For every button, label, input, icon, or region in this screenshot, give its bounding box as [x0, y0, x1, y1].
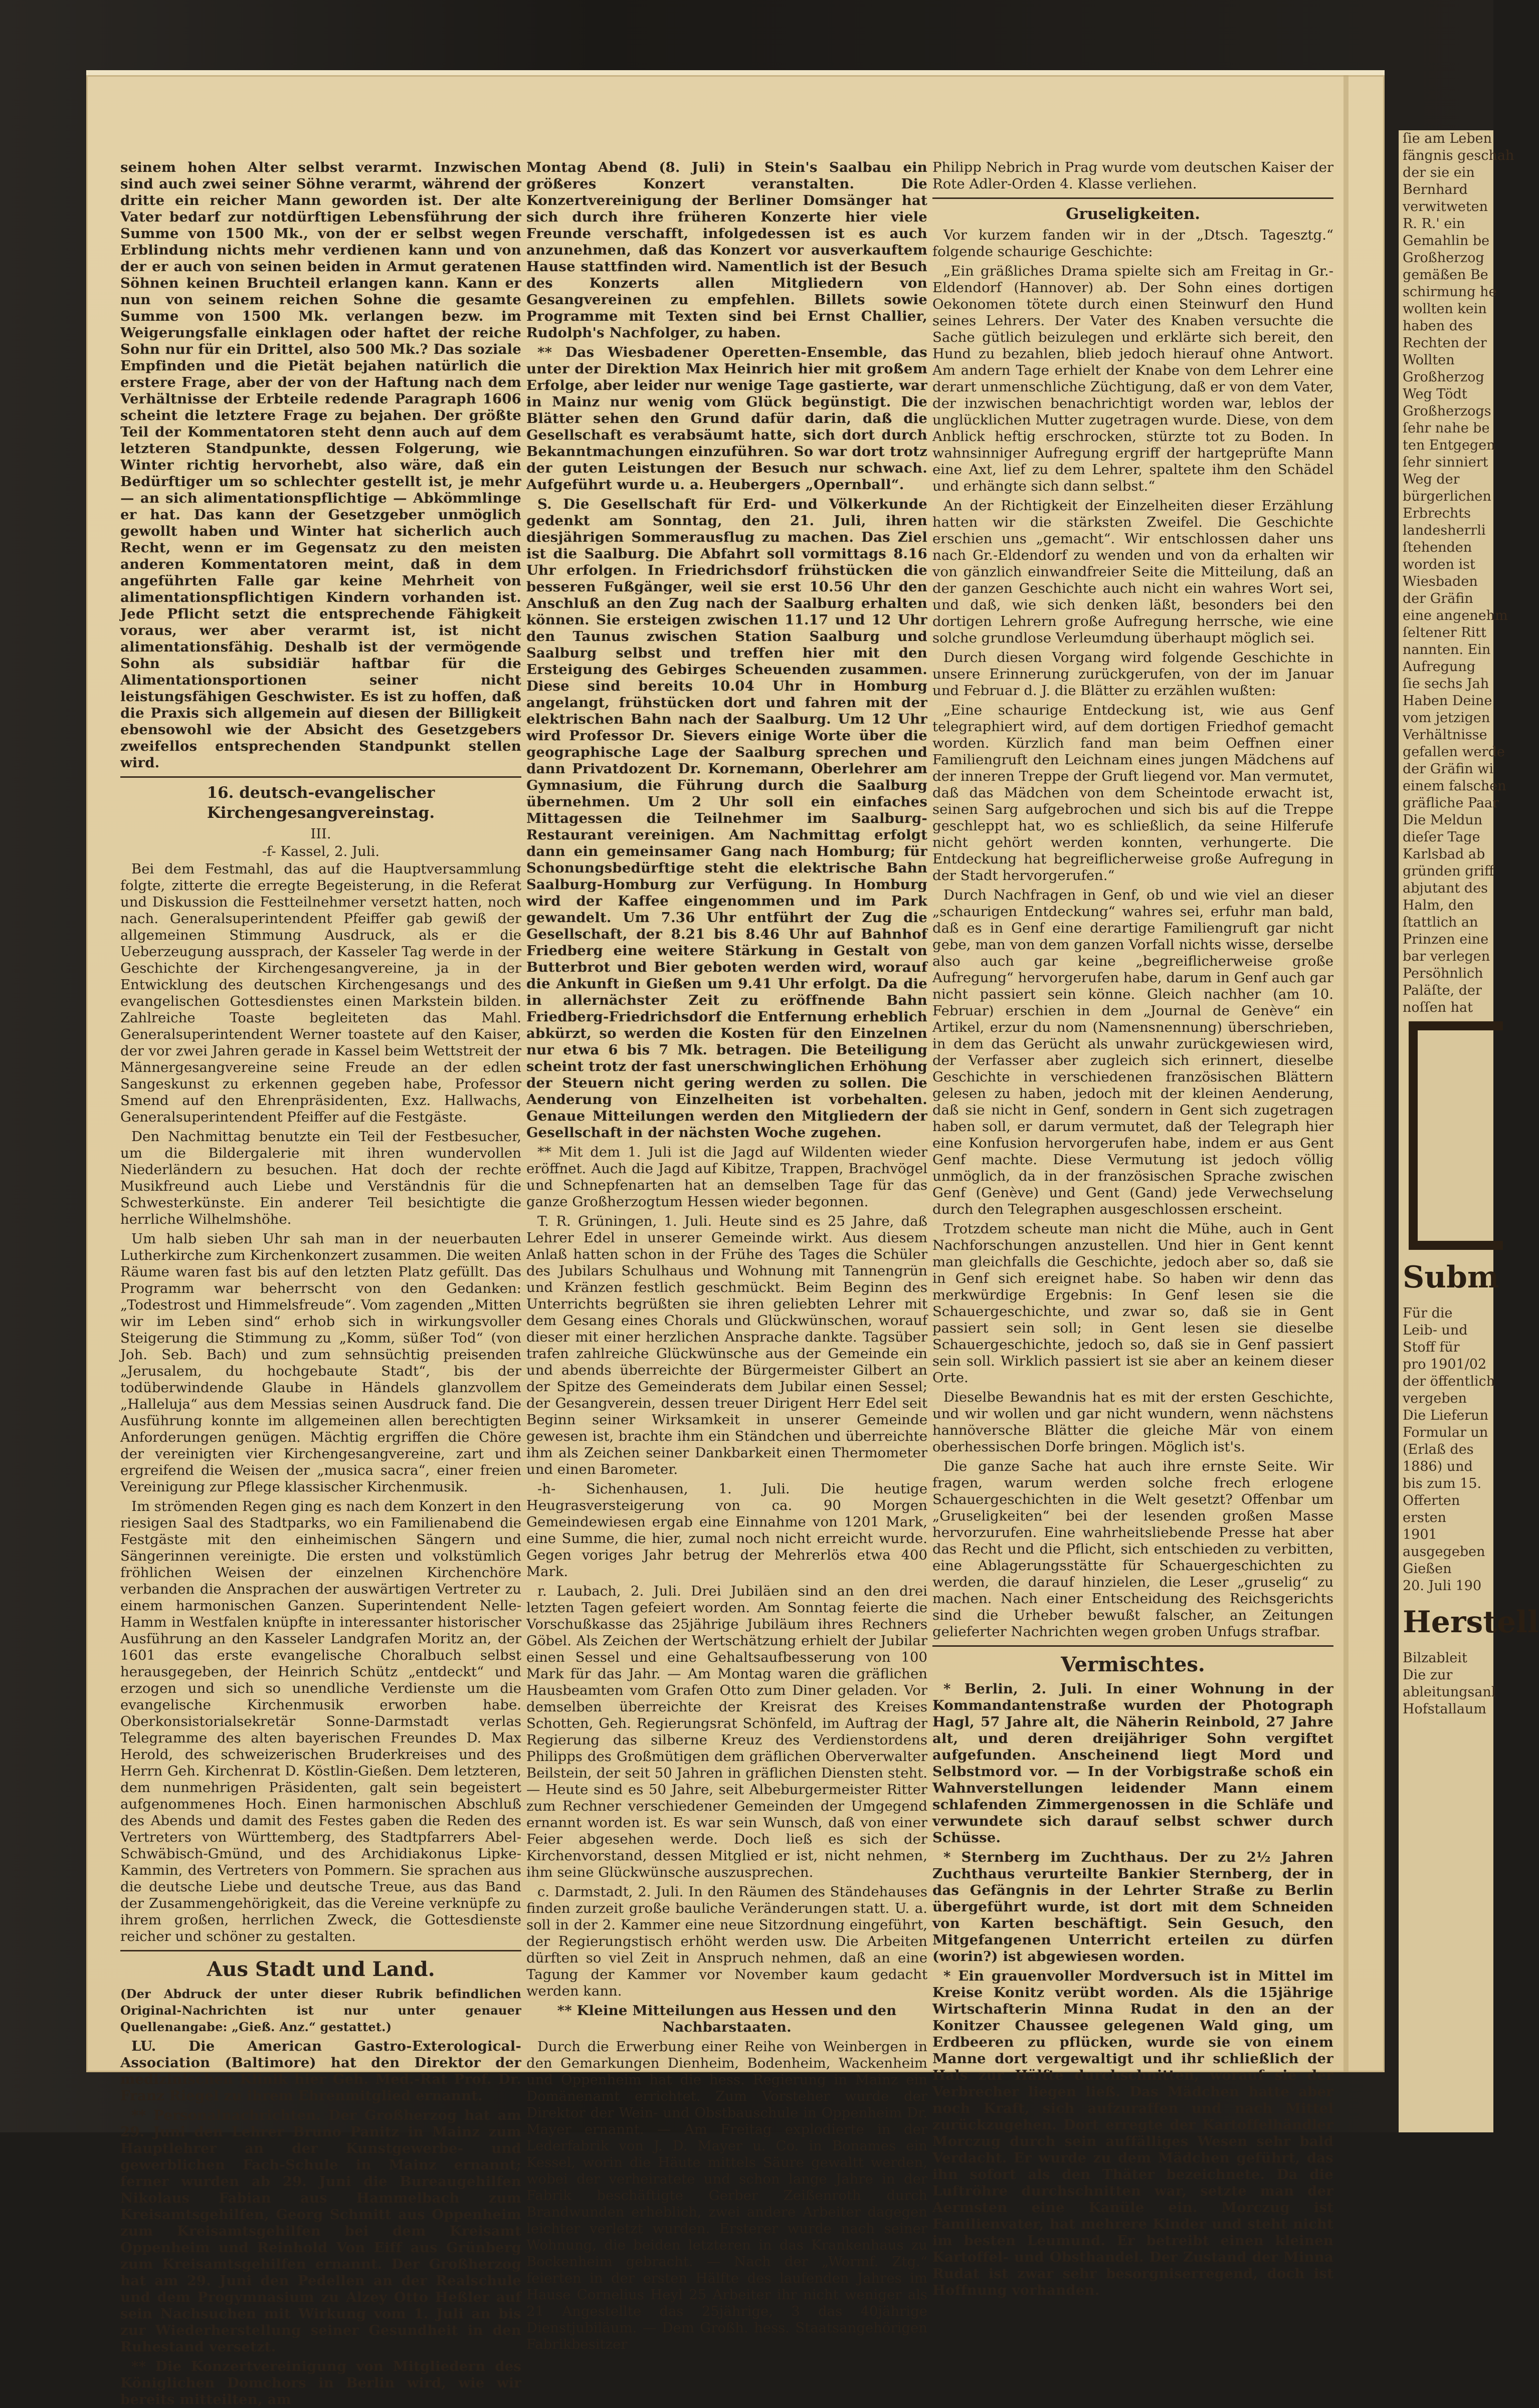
adjacent-text-line: Verhältnisse	[1403, 727, 1487, 743]
adjacent-text-line: verwitweten	[1403, 199, 1488, 214]
adjacent-page-strip	[1399, 130, 1539, 2132]
adjacent-text-line: gefallen werde	[1403, 744, 1505, 760]
adjacent-text-line: Haben Deine	[1403, 693, 1492, 709]
paragraph-kleine-mitteilungen: Durch die Erwerbung einer Reihe von Weinbergen in den Gemarkungen Dienheim, Bodenheim, Wackenheim und Oppenheim hat die hess. Regierung in Mainz ein Domänenamt errichtet. Zum Vorsteher wurde der Direktor der Wein- und Obstbauschule in Oppenheim Dr. Mayer ernannt. — Am Freitag explodierte in der Lederfabrik von J. D. Mayer u. Co. in Bonames ein Kessel, worin die Häute mittels Säure gewaltt werden, wobei der verheiratete und schon lange Jahre in der Fabrik beschäftigte Gerber Zeißenroth durch Brandwunden erheblich, zwei andere Arbeiter dagegen leichter verletzt wurden. Ersterer wurde nach seiner Wohnung, die beiden letzteren in das Krankenhaus zu Bockenheim gebracht. — Nach der „Wormf. Ztg.“ feierten in der ersten Hälfte des laufenden Jahres im Hause Cornelius Heyl 25 Arbeiter ihr nicht weniger als 21 Angestellte das 25jährige, 3 das 40jährige Dienstjubiläum. — Dem Großh. hess. Staatsangehörigen Fabrikbesitzer	[526, 2039, 927, 2352]
adjacent-page-text	[1399, 1305, 1493, 1595]
paragraph-operetten-ensemble: ** Das Wiesbadener Operetten-Ensemble, das unter der Direktion Max Heinrich hier mit großem Erfolge, aber leider nur wenige Tage gastierte, war in Mainz nur wenig vom Glück begünstigt. Die Blätter sehen den Grund dafür darin, daß die Gesellschaft es verabsäumt hatte, sich dort durch Bekanntmachungen einzuführen. So war dort trotz der guten Leistungen der Besuch nur schwach. Aufgeführt wurde u. a. Heubergers „Opernball“.	[526, 344, 927, 493]
paragraph-berlin: * Berlin, 2. Juli. In einer Wohnung in der Kommandantenstraße wurden der Photograph Hagl, 57 Jahre alt, die Näherin Reinbold, 27 Jahre alt, und deren dreijähriger Sohn vergiftet aufgefunden. Anscheinend liegt Mord und Selbstmord vor. — In der Vorbigstraße schoß ein Wahnverstellungen leidender Mann einem schlafenden Zimmergenossen in die Schläfe und verwundete sich darauf selbst schwer durch Schüsse.	[932, 1681, 1333, 1846]
adjacent-text-line: Karlsbad ab	[1403, 846, 1485, 862]
section-rule	[932, 1645, 1333, 1647]
adjacent-text-line: ſie am Leben	[1403, 131, 1492, 146]
headline-vermischtes: Vermischtes.	[1061, 1653, 1205, 1676]
adjacent-text-line: Großherzogs	[1403, 403, 1491, 419]
paragraph-darmstadt: c. Darmstadt, 2. Juli. In den Räumen des Ständehauses finden zurzeit große bauliche Veränderungen statt. U. a. soll in der 2. Kammer eine neue Sitzordnung eingeführt, der Regierungstisch erhöht werden usw. Die Arbeiten dürften so viel Zeit in Anspruch nehmen, daß an eine Tagung der Kammer vor November kaum gedacht werden kann.	[526, 1884, 927, 1999]
adjacent-text-line: Weg der	[1403, 472, 1460, 487]
adjacent-text-line: Großherzog	[1403, 369, 1484, 385]
adjacent-text-line: Für die	[1403, 1305, 1453, 1321]
reprint-notice: (Der Abdruck der unter dieser Rubrik befindlichen Original-Nachrichten ist nur unter genauer Quellenangabe: „Gieß. Anz.“ gestattet.)	[120, 1987, 521, 2034]
adjacent-text-line: Wiesbaden	[1403, 574, 1478, 589]
adjacent-text-line: eine angenehm	[1403, 608, 1508, 623]
dateline-kassel: -f- Kassel, 2. Juli.	[262, 843, 380, 859]
adjacent-text-line: einem falschen	[1403, 778, 1506, 794]
adjacent-text-line: schirmung he	[1403, 284, 1497, 300]
headline-aus-stadt-und-land: Aus Stadt und Land.	[207, 1957, 435, 1981]
adjacent-page-text	[1399, 130, 1514, 1016]
paragraph-personalnachrichten: ** Personalnachrichten. Der Großherzog hat am 29. Juni den Lehrer Bruno Panitz in Mainz zum Hauptlehrer an der Kunstgewerbe- und gewerblichen Fach-Schule in Mainz ernannt; ferner wurden ab 29. Juni die Bureaugehilfen Nikolaus Fabian aus Hammelbach zum Kreisamtsgehilfen, Georg Schmitt aus Oppenheim zum Kreisamtsgehilfen bei dem Kreisamt Oppenheim und Reinhold Von Eiff aus Grünberg zum Kreisamtsgehilfen ernannt. Der Großherzog hat am 29. Juni den Pedellen an der Realschule und dem Progymnasium zu Alzey Otto Heßler auf sein Nachsuchen mit Wirkung vom 1. Juli an bis zur Wiederherstellung seiner Gesundheit in den Ruhestand versetzt.	[120, 2107, 521, 2355]
paragraph-gent: Trotzdem scheute man nicht die Mühe, auch in Gent Nachforschungen anzustellen. Und hier in Gent kennt man gleichfalls die Geschichte, jedoch aber so, daß sie in Genf sich ereignet habe. So haben wir denn das merkwürdige Ergebnis: In Genf lesen sie die Schauergeschichte, und zwar so, daß sie in Gent passiert sein soll; in Gent lesen sie dieselbe Schauergeschichte, jedoch so, daß sie in Genf passiert sein soll. Wirklich passiert ist sie aber an keinem dieser Orte.	[932, 1221, 1333, 1386]
paragraph-eldendorf-story: „Ein gräßliches Drama spielte sich am Freitag in Gr.-Eldendorf (Hannover) ab. Der Sohn eines dortigen Oekonomen tötete durch einen Steinwurf den Hund seines Lehrers. Der Vater des Knaben versuchte die Sache gütlich beizulegen und erklärte sich bereit, den Hund zu bezahlen, blieb jedoch hierauf ohne Antwort. Am andern Tage erhielt der Knabe von dem Lehrer eine derart unmenschliche Züchtigung, daß er von dem Vater, der inzwischen benachrichtigt worden war, leblos der unglücklichen Mutter zugetragen wurde. Diese, von dem Anblick heftig erschrocken, stürzte tot zu Boden. In wahnsinniger Aufregung ergriff der hartgeprüfte Mann eine Axt, lief zu dem Lehrer, spaltete ihm den Schädel und erhängte sich dann selbst.“	[932, 263, 1333, 494]
adjacent-text-line: Stoff für	[1403, 1340, 1460, 1355]
paragraph-gastro-association: LU. Die American Gastro-Exterological-Association (Baltimore) hat den Direktor der medizinischen Klinik hier Geh. Med.-Rat Prof. Dr. Franz Riegel zu ihrem Ehrenmitglied ernannt.	[120, 2038, 521, 2104]
adjacent-text-line: bürgerlichen	[1403, 489, 1491, 504]
section-rule	[932, 197, 1333, 199]
adjacent-text-line: Bernhard	[1403, 182, 1468, 197]
adjacent-text-line: pro 1901/02	[1403, 1357, 1487, 1372]
paragraph-mordversuch: * Ein grauenvoller Mordversuch ist in Mittel im Kreise Konitz verübt worden. Als die 15jährige Wirtschafterin Minna Rudat in den an der Konitzer Chaussee gelegenen Wald ging, um Erdbeeren zu pflücken, wurde sie von einem Manne dort vergewaltigt und ihr schließlich der Hals zur Hälfte durchschnitten, worauf sie der Verbrecher liegen ließ. Das Mädchen hatte aber noch Kraft, sich aufzuraffen und nach Mittel zurückzugehen. Dort erregte der Kartoffelhändler Morczug durch sein auffälliges Wesen sehr bald Verdacht. Er wurde zu dem Mädchen geführt, das ihn sofort als den Thäter bezeichnete. Da die Luftröhre durchschnitten war, setzte man der Aermsten eine Kanüle ein. Morczug ist Familienvater, hat mehrere Kinder und steht nicht im besten Leumund. Er betreibt einen kleinen Kartoffel- und Obsthandel. Der Zustand der Minna Rudat ist zwar sehr besorgniserregend, doch ist Hoffnung vorhanden.	[932, 1968, 1333, 2298]
headline-kirchengesangvereinstag: 16. deutsch-evangelischer Kirchengesangvereinstag.	[207, 784, 435, 822]
adjacent-text-line: landesherrli	[1403, 523, 1486, 538]
adjacent-text-line: ersten	[1403, 1510, 1446, 1525]
paragraph-domchor: ** Die Konzertvereinigung von Mitgliedern des Königlichen Domchors in Berlin wird, wie wir bereits mitteilten, am	[120, 2358, 521, 2407]
section-rule	[120, 1950, 521, 1951]
adjacent-text-line: der Gräfin	[1403, 591, 1473, 606]
paragraph-vorgang: Durch diesen Vorgang wird folgende Geschichte in unsere Erinnerung zurückgerufen, von der im Januar und Februar d. J. die Blätter zu erzählen wußten:	[932, 649, 1333, 699]
part-number: III.	[310, 826, 331, 842]
adjacent-text-line: Leib- und	[1403, 1323, 1468, 1338]
column-rule	[120, 776, 521, 778]
adjacent-heading-2: Herstell	[1403, 1605, 1539, 1640]
adjacent-text-line: abjutant des	[1403, 881, 1488, 896]
paragraph-richtigkeit: An der Richtigkeit der Einzelheiten dieser Erzählung hatten wir die stärksten Zweifel. Die Geschichte erschien uns „gemacht“. Wir entschlossen daher uns nach Gr.-Eldendorf zu wenden und von da erhalten wir von gänzlich einwandfreier Seite die Mitteilung, daß an der ganzen Geschichte auch nicht ein wahres Wort sei, und daß, wie sich denken läßt, besonders bei den dortigen Lehrern große Aufregung herrsche, wie eine solche grundlose Verleumdung überhaupt möglich sei.	[932, 498, 1333, 646]
adjacent-text-line: der Gräfin wi	[1403, 761, 1494, 777]
paragraph-nachfragen-genf: Durch Nachfragen in Genf, ob und wie viel an dieser „schaurigen Entdeckung“ wahres sei, erfuhr man bald, daß es in Genf eine derartige Familiengruft gar nicht gebe, man von dem ganzen Vorfall nichts wisse, derselbe also auch gar keine „begreiflicherweise große Aufregung“ hervorgerufen habe, darum in Genf auch gar nicht passiert sein könne. Gleich nachher (am 10. Februar) erschien in dem „Journal de Genève“ ein Artikel, erzur du nom (Namensnennung) überschrieben, in dem das Gerücht als unwahr zurückgewiesen wird, der Verfasser aber zugleich sich erinnert, dieselbe Geschichte in verschiedenen französischen Blättern gelesen zu haben, jedoch mit der kleinen Aenderung, daß sie nicht in Genf, sondern in Gent sich zugetragen haben soll, er darum vermutet, daß der Telegraph hier eine Konfusion hervorgerufen habe, indem er aus Gent Genf machte. Diese Vermutung ist jedoch völlig unmöglich, da in der französischen Sprache zwischen Genf (Genève) und Gent (Gand) jede Verwechselung durch den Telegraphen ausgeschlossen erscheint.	[932, 887, 1333, 1217]
adjacent-text-line: Wollten	[1403, 352, 1455, 368]
adjacent-text-line: 1901	[1403, 1527, 1437, 1543]
paragraph-festmahl: Bei dem Festmahl, das auf die Hauptversammlung folgte, zitterte die erregte Begeisterung, in die Referat und Diskussion die Festteilnehmer versetzt hatten, noch nach. Generalsuperintendent Pfeiffer gab gewiß der allgemeinen Stimmung Ausdruck, als er die Ueberzeugung aussprach, der Kasseler Tag werde in der Geschichte der Kirchengesangvereine, ja in der Entwicklung des deutschen Kirchengesangs und des evangelischen Gottesdienstes einen Markstein bilden. Zahlreiche Toaste begleiteten das Mahl. Generalsuperintendent Werner toastete auf den Kaiser, der vor zwei Jahren gerade in Kassel beim Wettstreit der Männergesangvereine seine Freude an der edlen Sangeskunst zu erkennen gegeben habe, Professor Smend auf den Ehrenpräsidenten, Exz. Hallwachs, Generalsuperintendent Pfeiffer auf die Festgäste.	[120, 861, 521, 1125]
adjacent-text-line: ſie sechs Jah	[1403, 676, 1489, 692]
adjacent-text-line: noſſen hat	[1403, 1000, 1473, 1015]
adjacent-text-line: gräfliche Paar	[1403, 795, 1499, 811]
paragraph-nachmittag: Den Nachmittag benutzte ein Teil der Festbesucher, um die Bildergalerie mit ihren wundervollen Niederländern zu besuchen. Hat doch der rechte Musikfreund auch Liebe und Verständnis für die Schwesterkünste. Ein anderer Teil besichtigte die herrliche Wilhelmshöhe.	[120, 1129, 521, 1227]
paragraph-jagd: ** Mit dem 1. Juli ist die Jagd auf Wildenten wieder eröffnet. Auch die Jagd auf Kibitze, Trappen, Brachvögel und Schnepfenarten hat an demselben Tage für das ganze Großherzogtum Hessen wieder begonnen.	[526, 1144, 927, 1210]
column-3	[932, 159, 1333, 2298]
adjacent-text-line: ableitungsanl	[1403, 1684, 1496, 1700]
adjacent-text-line: ſehr sinniert	[1403, 455, 1488, 470]
adjacent-text-line: Paläſte, der	[1403, 983, 1482, 998]
headline-gruseligkeiten: Gruseligkeiten.	[1065, 205, 1201, 223]
paragraph-kirchenkonzert: Um halb sieben Uhr sah man in der neuerbauten Lutherkirche zum Kirchenkonzert zusammen. Die weiten Räume waren fast bis auf den letzten Platz gefüllt. Das Programm war beherrscht von den Gedanken: „Todestrost und Himmelsfreude“. Vom zagenden „Mitten wir im Leben sind“ erhob sich in wirkungsvoller Steigerung die Stimmung zu „Komm, süßer Tod“ (von Joh. Seb. Bach) und zum sehnsüchtig preisenden „Jerusalem, du hochgebaute Stadt“, bis der todüberwindende Glaube in Händels glanzvollem „Halleluja“ aus dem Messias seinen Ausdruck fand. Die Ausführung konnte im allgemeinen allen berechtigten Anforderungen genügen. Mächtig ergriffen die Chöre der vereinigten vier Kirchengesangvereine, zart und ergreifend die Weisen der „musica sacra“, einer freien Vereinigung zur Pflege klassischer Kirchenmusik.	[120, 1231, 521, 1495]
adjacent-text-line: bis zum 15.	[1403, 1476, 1482, 1491]
adjacent-text-line: Aufregung	[1403, 659, 1476, 675]
adjacent-text-line: vergeben	[1403, 1391, 1467, 1406]
adjacent-text-line: R. R.' ein	[1403, 216, 1465, 232]
paragraph-bewandnis: Dieselbe Bewandnis hat es mit der ersten Geschichte, und wir wollen und gar nicht wundern, wenn nächstens hannöversche Blätter die gleiche Mär von einem oberhessischen Dorfe bringen. Möglich ist's.	[932, 1389, 1333, 1455]
article-alimentation-end: seinem hohen Alter selbst verarmt. Inzwischen sind auch zwei seiner Söhne verarmt, während der dritte ein reicher Mann geworden ist. Der alte Vater bedarf zur notdürftigen Lebensführung der Summe von 1500 Mk., von der er selbst wegen Erblindung nichts mehr verdienen kann und von der er auch von seinen beiden in Armut geratenen Söhnen keinen Bruchteil erlangen kann. Kann er nun von seinem reichen Sohne die gesamte Summe von 1500 Mk. verlangen bezw. im Weigerungsfalle einklagen oder haftet der reiche Sohn nur für ein Drittel, also 500 Mk.? Das soziale Empfinden und die Pietät bejahen natürlich die erstere Frage, aber der von der Haftung nach dem Verhältnisse der Erbteile redende Paragraph 1606 scheint die letztere Frage zu bejahen. Der größte Teil der Kommentatoren steht denn auch auf dem letzteren Standpunkte, dessen Folgerung, wie Winter richtig hervorhebt, also wäre, daß ein Bedürftiger um so schlechter gestellt ist, je mehr — an sich alimentationspflichtige — Abkömmlinge er hat. Das kann der Gesetzgeber unmöglich gewollt haben und Winter hat sicherlich auch Recht, wenn er im Gegensatz zu den meisten anderen Kommentatoren meint, daß in dem angeführten Falle gar keine Mehrheit von alimentationspflichtigen Kindern vorhanden ist. Jede Pflicht setzt die entsprechende Fähigkeit voraus, wer aber verarmt ist, ist nicht alimentationsfähig. Deshalb ist der vermögende Sohn als subsidiär haftbar für die Alimentationsportionen seiner nicht leistungsfähigen Geschwister. Es ist zu hoffen, daß die Praxis sich allgemein auf diesen der Billigkeit ebensowohl wie der Absicht des Gesetzgebers zweifellos entsprechenden Standpunkt stellen wird.	[120, 159, 521, 771]
adjacent-text-line: Formular un	[1403, 1425, 1488, 1440]
adjacent-text-line: gründen griff	[1403, 863, 1494, 879]
adjacent-text-line: Gießen	[1403, 1561, 1452, 1577]
adjacent-text-line: ten Entgegen	[1403, 437, 1495, 453]
adjacent-text-line: Die zur	[1403, 1667, 1453, 1683]
adjacent-text-line: ſeltener Ritt	[1403, 625, 1486, 640]
paragraph-laubach: r. Laubach, 2. Juli. Drei Jubiläen sind an den drei letzten Tagen gefeiert worden. Am Sonntag feierte die Vorschußkasse das 25jährige Jubiläum ihres Rechners Göbel. Als Zeichen der Wertschätzung erhielt der Jubilar einen Sessel und eine Gehaltsaufbesserung von 100 Mark für das Jahr. — Am Montag waren die gräflichen Hausbeamten vom Grafen Otto zum Diner geladen. Vor demselben überreichte der Kreisrat des Kreises Schotten, Geh. Regierungsrat Schönfeld, im Auftrag der Regierung das silberne Kreuz des Verdienstordens Philipps des Großmütigen dem gräflichen Oberverwalter Beilstein, der seit 50 Jahren in gräflichen Diensten steht. — Heute sind es 50 Jahre, seit Albeburgermeister Ritter zum Rechner verschiedener Gemeinden der Umgegend ernannt worden ist. Es war sein Wunsch, daß von einer Feier abgesehen werde. Doch ließ es sich der Kirchenvorstand, dessen Mitglied er ist, nicht nehmen, ihm seine Glückwünsche auszusprechen.	[526, 1583, 927, 1880]
adjacent-text-line: gemäßen Be	[1403, 267, 1488, 283]
adjacent-text-line: Rechten der	[1403, 335, 1487, 351]
adjacent-text-line: Offerten	[1403, 1493, 1460, 1508]
page-fold-shadow	[1343, 75, 1349, 2072]
paragraph-adler-orden: Philipp Nebrich in Prag wurde vom deutschen Kaiser der Rote Adler-Orden 4. Klasse verliehen.	[932, 159, 1333, 192]
adjacent-ad-frame	[1409, 1021, 1503, 1250]
adjacent-text-line: Die Meldun	[1403, 812, 1483, 828]
adjacent-text-line: Bilzableit	[1403, 1650, 1467, 1666]
adjacent-text-line: 1886) und	[1403, 1459, 1473, 1474]
headline-kleine-mitteilungen: ** Kleine Mitteilungen aus Hessen und den Nachbarstaaten.	[557, 2003, 897, 2035]
adjacent-text-line: vom jetzigen	[1403, 710, 1490, 726]
adjacent-text-line: 20. Juli 190	[1403, 1578, 1482, 1594]
paragraph-genf-story: „Eine schaurige Entdeckung ist, wie aus Genf telegraphiert wird, auf dem dortigen Friedhof gemacht worden. Kürzlich fand man beim Oeffnen einer Familiengruft den Leichnam eines jungen Mädchens auf der inneren Treppe der Gruft liegend vor. Man vermutet, daß das Mädchen von dem Scheintode erwacht ist, seinen Sarg aufgebrochen und sich bis auf die Treppe geschleppt hat, wo es schließlich, da seine Hilferufe nicht gehört werden konnten, verhungerte. Die Entdeckung hat begreiflicherweise große Aufregung in der Stadt hervorgerufen.“	[932, 702, 1333, 884]
paragraph-sternberg: * Sternberg im Zuchthaus. Der zu 2½ Jahren Zuchthaus verurteilte Bankier Sternberg, der in das Gefängnis in der Lehrter Straße zu Berlin übergeführt wurde, ist dort mit dem Schneiden von Karten beschäftigt. Sein Gesuch, den Mitgefangenen Unterricht erteilen zu dürfen (worin?) ist abgewiesen worden.	[932, 1849, 1333, 1964]
adjacent-text-line: fängnis geschah	[1403, 148, 1514, 163]
adjacent-text-line: nannten. Ein	[1403, 642, 1491, 658]
adjacent-text-line: Persöhnlich	[1403, 966, 1483, 981]
adjacent-text-line: Prinzen eine	[1403, 932, 1489, 947]
adjacent-text-line: ſehr nahe be	[1403, 420, 1490, 436]
adjacent-text-line: ſtehenden	[1403, 540, 1472, 555]
adjacent-text-line: der sie ein	[1403, 165, 1475, 180]
adjacent-text-line: der öffentlich	[1403, 1374, 1495, 1389]
paragraph-domchor-cont: Montag Abend (8. Juli) in Stein's Saalbau ein größeres Konzert veranstalten. Die Konzertvereinigung der Berliner Domsänger hat sich durch ihre früheren Konzerte hier viele Freunde verschafft, infolgedessen ist es auch anzunehmen, daß das Konzert vor ausverkauftem Hause stattfinden wird. Namentlich ist der Besuch des Konzerts allen Mitgliedern von Gesangvereinen zu empfehlen. Billets sowie Programme mit Texten sind bei Ernst Challier, Rudolph's Nachfolger, zu haben.	[526, 159, 927, 341]
column-2	[526, 159, 927, 2352]
adjacent-text-line: Weg Tödt	[1403, 386, 1467, 402]
paragraph-grueningen: T. R. Grüningen, 1. Juli. Heute sind es 25 Jahre, daß Lehrer Edel in unserer Gemeinde wirkt. Aus diesem Anlaß hatten schon in der Frühe des Tages die Schüler des Jubilars Schulhaus und Wohnung mit Tannengrün und Kränzen festlich geschmückt. Beim Beginn des Unterrichts begrüßten sie ihren geliebten Lehrer mit dem Gesang eines Chorals und Glückwünschen, worauf dieser mit einer herzlichen Ansprache dankte. Tagsüber trafen zahlreiche Glückwünsche aus der Gemeinde ein und abends überreichte der Bürgermeister Gilbert an der Spitze des Gemeinderats dem Jubilar einen Sessel; der Gesangverein, dessen treuer Dirigent Herr Edel seit Beginn seiner Wirksamkeit in unserer Gemeinde gewesen ist, brachte ihm ein Ständchen und überreichte ihm als Zeichen seiner Dankbarkeit einen Thermometer und einen Barometer.	[526, 1213, 927, 1477]
adjacent-heading-1: Subm	[1403, 1260, 1499, 1295]
adjacent-text-line: Großherzog	[1403, 250, 1484, 266]
paragraph-ernste-seite: Die ganze Sache hat auch ihre ernste Seite. Wir fragen, warum werden solche frech erlogene Schauergeschichten in die Welt gesetzt? Offenbar um „Gruseligkeiten“ bei der lesenden großen Masse hervorzurufen. Eine wahrheitsliebende Presse hat aber das Recht und die Pflicht, sich entschieden zu verbitten, eine Ablagerungsstätte für Schauergeschichten zu werden, die darauf hinzielen, die Leser „gruselig“ zu machen. Nach einer Entscheidung des Reichsgerichts sind die Urheber bewußt falscher, an Zeitungen gelieferter Nachrichten wegen groben Unfugs strafbar.	[932, 1458, 1333, 1640]
adjacent-text-line: bar verlegen	[1403, 949, 1490, 964]
adjacent-text-line: Halm, den	[1403, 898, 1474, 913]
column-1	[120, 159, 521, 2407]
adjacent-text-line: Erbrechts	[1403, 506, 1471, 521]
paragraph-gruseligkeiten-intro: Vor kurzem fanden wir in der „Dtsch. Tagesztg.“ folgende schaurige Geschichte:	[932, 227, 1333, 260]
adjacent-text-line: worden ist	[1403, 557, 1475, 572]
paragraph-familienabend: Im strömenden Regen ging es nach dem Konzert in den riesigen Saal des Stadtparks, wo ein Familienabend die Festgäste mit den einheimischen Sängern und Sängerinnen vereinigte. Die ersten und volkstümlich fröhlichen Weisen der einzelnen Kirchenchöre verbanden die Ansprachen der auswärtigen Vertreter zu einem harmonischen Ganzen. Superintendent Nelle-Hamm in Westfalen knüpfte in interessanter historischer Ausführung an den Kasseler Landgrafen Moritz an, der 1601 das erste evangelische Choralbuch selbst herausgegeben, der Heinrich Schütz „entdeckt“ und erzogen und sich so unendliche Verdienste um die evangelische Kirchenmusik erworben habe. Oberkonsistorialsekretär Sonne-Darmstadt verlas Telegramme des alten bayerischen Freundes D. Max Herold, des schweizerischen Bruderkreises und des Herrn Geh. Kirchenrat D. Köstlin-Gießen. Dem letzteren, dem nunmehrigen Präsidenten, galt sein begeistert aufgenommenes Hoch. Einen harmonischen Abschluß des Abends und damit des Festes gaben die Reden des Vertreters von Württemberg, des Stadtpfarrers Abel-Schwäbisch-Gmünd, und des Archidiakonus Lipke-Kammin, des Vertreters von Pommern. Sie sprachen aus die deutsche Liebe und deutsche Treue, aus das Band der Zusammengehörigkeit, das die Vereine verknüpfe zu ihrem großen, herrlichen Zweck, die Gottesdienste reicher und schöner zu gestalten.	[120, 1498, 521, 1944]
adjacent-text-line: haben des	[1403, 318, 1473, 334]
adjacent-text-line: (Erlaß des	[1403, 1442, 1474, 1457]
adjacent-text-line: ſtattlich an	[1403, 915, 1478, 930]
adjacent-text-line: Gemahlin be	[1403, 233, 1490, 249]
adjacent-text-line: Die Lieferun	[1403, 1408, 1489, 1423]
paragraph-sichenhausen: -h- Sichenhausen, 1. Juli. Die heutige Heugrasversteigerung von ca. 90 Morgen Gemeindewiesen ergab eine Einnahme von 1201 Mark, eine Summe, die hier, zumal noch nicht erreicht wurde. Gegen voriges Jahr betrug der Mehrerlös etwa 400 Mark.	[526, 1481, 927, 1580]
adjacent-text-line: ausgegeben	[1403, 1544, 1485, 1560]
adjacent-page-text	[1399, 1650, 1496, 1718]
paragraph-saalburg-ausflug: S. Die Gesellschaft für Erd- und Völkerkunde gedenkt am Sonntag, den 21. Juli, ihren diesjährigen Sommerausflug zu machen. Das Ziel ist die Saalburg. Die Abfahrt soll vormittags 8.16 Uhr erfolgen. In Friedrichsdorf frühstücken die besseren Fußgänger, weil sie erst 10.56 Uhr den Anschluß an den Zug nach der Saalburg erhalten können. Sie ersteigen zwischen 11.17 und 12 Uhr den Taunus zwischen Station Saalburg und Saalburg selbst und treffen hier mit den Ersteigung des Gebirges Scheuenden zusammen. Diese sind bereits 10.04 Uhr in Homburg angelangt, frühstücken dort und fahren mit der elektrischen Bahn nach der Saalburg. Um 12 Uhr wird Professor Dr. Sievers einige Worte über die geographische Lage der Saalburg sprechen und dann Privatdozent Dr. Kornemann, Oberlehrer am Gymnasium, die Führung durch die Saalburg übernehmen. Um 2 Uhr soll ein einfaches Mittagessen die Teilnehmer im Saalburg-Restaurant vereinigen. Am Nachmittag erfolgt dann ein gemeinsamer Gang nach Homburg; für Schonungsbedürftige steht die elektrische Bahn Saalburg-Homburg zur Verfügung. In Homburg wird der Kaffee eingenommen und im Park gewandelt. Um 7.36 Uhr entführt der Zug die Gesellschaft, der 8.21 bis 8.46 Uhr auf Bahnhof Friedberg eine weitere Stärkung in Gestalt von Butterbrot und Bier geboten werden wird, worauf die Ankunft in Gießen um 9.41 Uhr erfolgt. Da die in allernächster Zeit zu eröffnende Bahn Friedberg-Friedrichsdorf die Entfernung erheblich abkürzt, so werden die Kosten für den Einzelnen nur etwa 6 bis 7 Mk. betragen. Die Beteiligung scheint trotz der fast unerschwinglichen Erhöhung der Steuern nicht gering werden zu sollen. Die Aenderung von Einzelheiten ist vorbehalten. Genaue Mitteilungen werden den Mitgliedern der Gesellschaft in der nächsten Woche zugehen.	[526, 496, 927, 1141]
adjacent-text-line: Hofstallaum	[1403, 1701, 1486, 1717]
adjacent-text-line: wollten kein	[1403, 301, 1487, 317]
adjacent-text-line: dieſer Tage	[1403, 829, 1480, 845]
